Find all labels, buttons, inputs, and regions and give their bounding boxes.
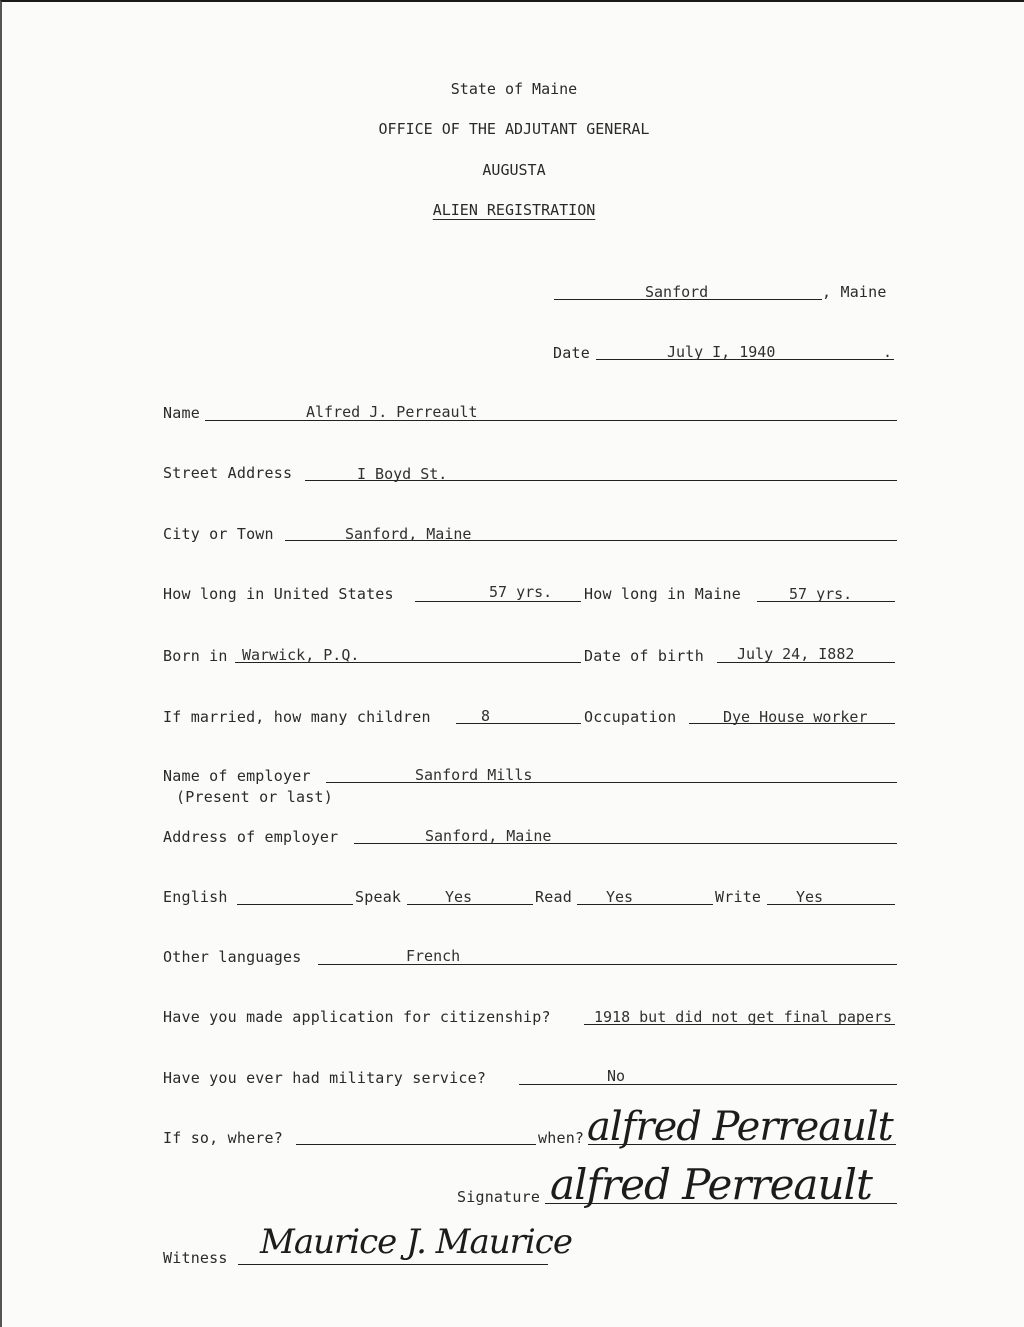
employer-address-label: Address of employer [163, 828, 339, 846]
us-time-value: 57 yrs. [489, 583, 553, 601]
other-languages-underline [318, 964, 897, 965]
street-label: Street Address [163, 464, 293, 482]
speak-label: Speak [355, 888, 402, 906]
date-label: Date [553, 344, 590, 362]
header-office: OFFICE OF THE ADJUTANT GENERAL [378, 120, 650, 138]
where-label: If so, where? [163, 1129, 283, 1147]
maine-time-label: How long in Maine [584, 585, 741, 603]
born-label: Born in [163, 647, 228, 665]
write-underline [767, 904, 895, 905]
read-underline [577, 904, 713, 905]
when-handwriting: alfred Perreault [587, 1104, 893, 1150]
occupation-value: Dye House worker [723, 708, 868, 726]
date-end: . [883, 343, 893, 361]
witness-handwriting: Maurice J. Maurice [260, 1222, 572, 1262]
us-time-underline [415, 601, 581, 602]
english-label: English [163, 888, 228, 906]
us-time-label: How long in United States [163, 585, 394, 603]
employer-value: Sanford Mills [415, 766, 533, 784]
state-suffix: , Maine [822, 283, 887, 301]
city-label: City or Town [163, 525, 274, 543]
born-value: Warwick, P.Q. [242, 646, 360, 664]
witness-underline [238, 1264, 548, 1265]
children-label: If married, how many children [163, 708, 431, 726]
town-value: Sanford [645, 283, 709, 301]
military-value: No [607, 1067, 626, 1085]
speak-value: Yes [445, 888, 473, 906]
header-state: State of Maine [450, 80, 578, 98]
maine-time-value: 57 yrs. [789, 585, 853, 603]
employer-address-value: Sanford, Maine [425, 827, 552, 845]
citizenship-value: 1918 but did not get final papers [594, 1008, 893, 1026]
read-label: Read [535, 888, 572, 906]
read-value: Yes [606, 888, 634, 906]
dob-value: July 24, I882 [737, 645, 855, 663]
write-label: Write [715, 888, 762, 906]
military-label: Have you ever had military service? [163, 1069, 487, 1087]
employer-underline [326, 782, 897, 783]
other-languages-label: Other languages [163, 948, 302, 966]
name-value: Alfred J. Perreault [306, 403, 478, 421]
english-underline [237, 904, 353, 905]
dob-label: Date of birth [584, 647, 704, 665]
employer-sublabel: (Present or last) [176, 788, 333, 806]
date-value: July I, 1940 [667, 343, 776, 361]
when-label: when? [538, 1129, 585, 1147]
military-underline [519, 1084, 897, 1085]
write-value: Yes [796, 888, 824, 906]
form-title: ALIEN REGISTRATION [432, 201, 596, 219]
header-city: AUGUSTA [482, 161, 546, 179]
occupation-label: Occupation [584, 708, 677, 726]
children-underline [456, 723, 581, 724]
witness-label: Witness [163, 1249, 228, 1267]
signature-handwriting: alfred Perreault [550, 1160, 872, 1209]
other-languages-value: French [406, 947, 461, 965]
citizenship-label: Have you made application for citizenship? [163, 1008, 551, 1026]
street-value: I Boyd St. [357, 465, 448, 483]
where-underline [296, 1144, 536, 1145]
employer-label: Name of employer [163, 767, 311, 785]
name-label: Name [163, 404, 200, 422]
children-value: 8 [481, 707, 491, 725]
signature-label: Signature [457, 1188, 541, 1206]
city-value: Sanford, Maine [345, 525, 472, 543]
